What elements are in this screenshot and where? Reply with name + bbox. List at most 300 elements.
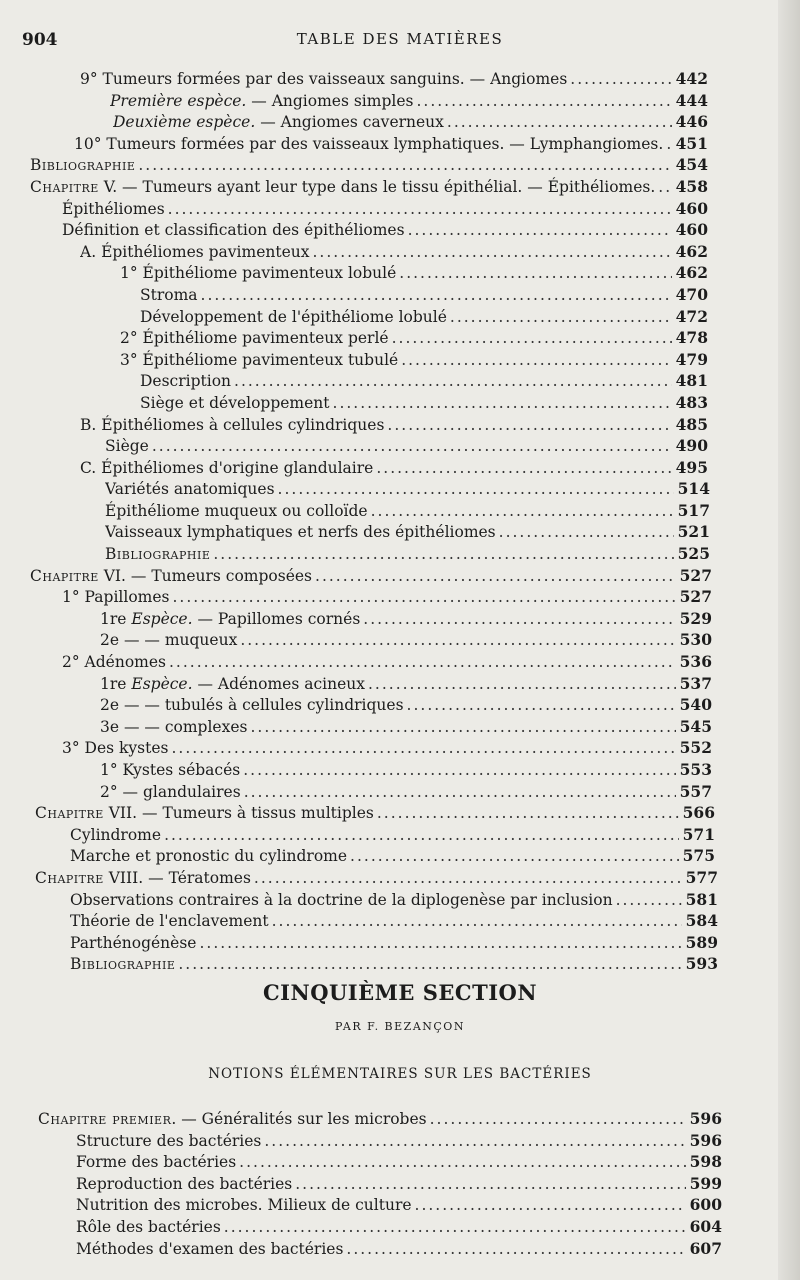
toc-entry bbox=[140, 284, 708, 307]
toc-entry-label bbox=[140, 307, 447, 329]
toc-leader-dots bbox=[278, 479, 674, 501]
toc-line bbox=[0, 716, 800, 738]
toc-entry-label bbox=[105, 522, 496, 544]
toc-page-number: 596 bbox=[689, 1109, 722, 1128]
toc-line bbox=[0, 759, 800, 781]
toc-entry-italic: Deuxième espèce. bbox=[113, 113, 256, 132]
toc-entry-prefix: B. bbox=[80, 415, 102, 434]
toc-entry-label bbox=[100, 609, 360, 631]
toc-entry bbox=[70, 845, 715, 868]
toc-entry-text: Épithéliome pavimenteux perlé bbox=[142, 329, 389, 348]
toc-leader-dots bbox=[201, 285, 672, 307]
toc-entry-text: Structure des bactéries bbox=[76, 1131, 262, 1150]
page-title: TABLE DES MATIÈRES bbox=[296, 30, 504, 48]
toc-entry-smallcaps: Chapitre bbox=[30, 177, 99, 196]
toc-entry-label bbox=[74, 134, 663, 156]
toc-entry bbox=[76, 1151, 722, 1174]
toc-page-number: 529 bbox=[679, 608, 712, 628]
toc-leader-dots bbox=[450, 307, 672, 329]
toc-entry bbox=[105, 500, 710, 523]
toc-entry bbox=[76, 1130, 722, 1153]
toc-leader-dots bbox=[377, 803, 679, 825]
toc-line bbox=[0, 1216, 800, 1238]
toc-leader-dots bbox=[224, 1217, 686, 1239]
toc-leader-dots bbox=[371, 501, 674, 523]
toc-page-number: 545 bbox=[679, 716, 712, 736]
toc-entry-text: Des kystes bbox=[84, 739, 169, 758]
toc-leader-dots bbox=[350, 846, 679, 868]
toc-entry-label bbox=[140, 393, 330, 415]
toc-line bbox=[0, 629, 800, 651]
toc-page-number: 577 bbox=[685, 867, 718, 887]
toc-line bbox=[0, 824, 800, 846]
toc-entry bbox=[76, 1238, 722, 1261]
toc-entry-prefix: 2e bbox=[100, 696, 124, 715]
toc-entry-label bbox=[76, 1152, 236, 1174]
toc-line bbox=[0, 154, 800, 176]
toc-page-number: 442 bbox=[675, 69, 708, 88]
toc-page-number: 458 bbox=[675, 176, 708, 196]
toc-line bbox=[0, 219, 800, 241]
toc-entry-label bbox=[105, 501, 368, 523]
toc-entry-label bbox=[140, 285, 198, 307]
toc-page-number: 460 bbox=[675, 220, 708, 240]
toc-entry-prefix: 10° bbox=[74, 134, 107, 153]
toc-line bbox=[0, 694, 800, 716]
toc-line bbox=[0, 68, 800, 90]
toc-line bbox=[0, 284, 800, 306]
toc-entry-label bbox=[70, 954, 175, 976]
toc-entry bbox=[140, 370, 708, 393]
toc-page-number: 514 bbox=[677, 479, 710, 499]
toc-entry-text: Forme des bactéries bbox=[76, 1153, 237, 1172]
toc-page-number: 575 bbox=[682, 846, 715, 866]
toc-entry-text: VIII. — Tératomes bbox=[103, 868, 251, 887]
toc-entry bbox=[120, 349, 708, 372]
toc-entry bbox=[74, 133, 708, 156]
toc-line bbox=[0, 1194, 800, 1216]
toc-entry-text: Kystes sébacés bbox=[122, 761, 241, 779]
toc-page-number: 557 bbox=[679, 781, 712, 801]
toc-entry-prefix: 1° bbox=[120, 264, 143, 283]
table-of-contents-section-5 bbox=[0, 1108, 800, 1259]
toc-line bbox=[0, 370, 800, 392]
toc-line bbox=[0, 608, 800, 630]
toc-line bbox=[0, 111, 800, 133]
toc-page-number: 584 bbox=[685, 911, 718, 931]
toc-page-number: 462 bbox=[675, 241, 708, 261]
toc-entry-label bbox=[62, 199, 165, 221]
toc-entry-label bbox=[70, 933, 196, 955]
toc-page-number: 521 bbox=[677, 522, 710, 542]
toc-entry-label bbox=[140, 371, 231, 393]
toc-line bbox=[0, 478, 800, 500]
toc-entry bbox=[140, 306, 708, 329]
toc-entry-smallcaps: Bibliographie bbox=[70, 955, 176, 974]
toc-entry-label bbox=[80, 69, 567, 91]
toc-entry-label bbox=[76, 1239, 343, 1261]
toc-entry bbox=[100, 759, 712, 782]
toc-entry bbox=[62, 737, 712, 760]
toc-entry-italic: Espèce. bbox=[131, 609, 193, 628]
toc-entry-text: Développement de l'épithéliome lobulé bbox=[140, 307, 447, 326]
section-title: CINQUIÈME SECTION bbox=[262, 980, 538, 1005]
toc-entry-prefix: 1re bbox=[100, 609, 132, 628]
toc-entry-text: Siège bbox=[105, 437, 149, 456]
toc-entry-label bbox=[38, 1109, 427, 1131]
toc-entry-text: Épithéliome pavimenteux tubulé bbox=[142, 350, 399, 369]
toc-page-number: 485 bbox=[675, 414, 708, 434]
toc-entry-text: Tumeurs formées par des vaisseaux sanguins. — Angiomes bbox=[102, 70, 568, 88]
toc-entry bbox=[30, 176, 708, 199]
toc-entry-prefix: 2e bbox=[100, 631, 124, 650]
toc-entry-label bbox=[76, 1131, 261, 1153]
toc-entry-label bbox=[113, 112, 444, 134]
toc-page-number: 566 bbox=[682, 803, 715, 823]
toc-line bbox=[0, 543, 800, 565]
toc-leader-dots bbox=[376, 458, 672, 480]
toc-leader-dots bbox=[244, 782, 676, 804]
toc-line bbox=[0, 392, 800, 414]
toc-line bbox=[0, 565, 800, 587]
toc-entry-text: Épithéliome pavimenteux lobulé bbox=[142, 264, 397, 283]
toc-leader-dots bbox=[169, 652, 676, 674]
toc-page-number: 571 bbox=[682, 824, 715, 844]
toc-entry-label bbox=[100, 630, 237, 652]
toc-line bbox=[0, 262, 800, 284]
toc-entry-text: Reproduction des bactéries bbox=[76, 1174, 293, 1193]
toc-page-number: 462 bbox=[675, 263, 708, 283]
toc-entry-smallcaps: Chapitre bbox=[35, 868, 104, 887]
toc-line bbox=[0, 414, 800, 436]
toc-leader-dots bbox=[363, 609, 676, 631]
toc-entry bbox=[30, 154, 708, 177]
toc-entry-label bbox=[70, 890, 613, 912]
toc-entry-text: Épithéliomes pavimenteux bbox=[101, 242, 310, 261]
toc-entry-text: Nutrition des microbes. Milieux de culture bbox=[76, 1196, 412, 1215]
toc-entry-text: Siège et développement bbox=[140, 393, 330, 412]
toc-entry bbox=[76, 1216, 722, 1239]
toc-entry-prefix: 9° bbox=[80, 70, 103, 88]
toc-page-number: 479 bbox=[675, 349, 708, 369]
toc-entry bbox=[105, 435, 708, 458]
toc-entry bbox=[70, 910, 718, 933]
toc-entry-label bbox=[110, 91, 413, 113]
toc-entry bbox=[100, 629, 712, 652]
toc-line bbox=[0, 1108, 800, 1130]
toc-page-number: 589 bbox=[685, 932, 718, 952]
toc-leader-dots bbox=[658, 177, 672, 199]
toc-entry-label bbox=[120, 328, 389, 350]
toc-entry-text: — — muqueux bbox=[123, 631, 238, 650]
toc-page-number: 600 bbox=[689, 1195, 722, 1215]
toc-entry-text: — Angiomes simples bbox=[246, 91, 414, 110]
toc-page-number: 553 bbox=[679, 760, 712, 779]
toc-entry bbox=[80, 241, 708, 264]
toc-page-number: 451 bbox=[675, 133, 708, 153]
toc-entry-prefix: 3° bbox=[120, 350, 143, 369]
toc-page-number: 525 bbox=[677, 544, 710, 564]
toc-line bbox=[0, 90, 800, 112]
toc-entry-label bbox=[80, 458, 373, 480]
toc-line bbox=[0, 845, 800, 867]
toc-entry-label bbox=[30, 566, 312, 588]
toc-entry-label bbox=[80, 415, 384, 437]
toc-line bbox=[0, 802, 800, 824]
toc-leader-dots bbox=[407, 695, 676, 717]
toc-entry bbox=[62, 219, 708, 242]
toc-entry-label bbox=[100, 674, 365, 696]
toc-leader-dots bbox=[616, 890, 682, 912]
toc-entry-label bbox=[120, 350, 398, 372]
toc-entry-label bbox=[105, 479, 275, 501]
toc-leader-dots bbox=[172, 587, 676, 609]
toc-entry-text: Épithéliomes bbox=[62, 199, 165, 218]
toc-entry bbox=[70, 889, 718, 912]
toc-entry-label bbox=[100, 782, 241, 804]
toc-entry-text: Théorie de l'enclavement bbox=[70, 912, 269, 931]
toc-leader-dots bbox=[430, 1109, 686, 1131]
toc-page-number: 596 bbox=[689, 1130, 722, 1150]
toc-entry bbox=[80, 457, 708, 480]
toc-entry-label bbox=[76, 1195, 412, 1217]
toc-leader-dots bbox=[240, 630, 676, 652]
toc-page-number: 517 bbox=[677, 500, 710, 520]
toc-entry bbox=[62, 586, 712, 609]
toc-entry-prefix: 2° bbox=[100, 782, 123, 801]
toc-entry-label bbox=[100, 717, 247, 739]
toc-line bbox=[0, 241, 800, 263]
toc-entry-text: — Angiomes caverneux bbox=[255, 113, 444, 132]
toc-line bbox=[0, 176, 800, 198]
toc-entry bbox=[80, 68, 708, 91]
toc-entry-prefix: 2° bbox=[62, 653, 85, 672]
toc-leader-dots bbox=[333, 393, 672, 415]
toc-entry-label bbox=[100, 760, 240, 782]
toc-entry bbox=[62, 651, 712, 674]
toc-entry-smallcaps: Chapitre bbox=[30, 566, 99, 585]
toc-entry-text: — — complexes bbox=[123, 717, 248, 736]
toc-entry-prefix: C. bbox=[80, 458, 102, 477]
toc-leader-dots bbox=[447, 112, 672, 134]
toc-line bbox=[0, 521, 800, 543]
toc-entry bbox=[38, 1108, 722, 1131]
toc-leader-dots bbox=[234, 371, 672, 393]
toc-entry-text: Variétés anatomiques bbox=[105, 480, 275, 499]
toc-entry-text: Épithéliomes d'origine glandulaire bbox=[101, 458, 374, 477]
toc-entry-text: — Adénomes acineux bbox=[192, 674, 365, 693]
toc-leader-dots bbox=[387, 415, 672, 437]
toc-entry-label bbox=[70, 911, 269, 933]
toc-line bbox=[0, 500, 800, 522]
toc-page-number: 446 bbox=[675, 112, 708, 132]
toc-entry-text: Épithéliome muqueux ou colloïde bbox=[105, 501, 368, 520]
toc-entry bbox=[70, 824, 715, 847]
toc-entry-prefix: 3e bbox=[100, 717, 124, 736]
toc-line bbox=[0, 1151, 800, 1173]
toc-leader-dots bbox=[243, 760, 676, 782]
toc-entry bbox=[76, 1194, 722, 1217]
toc-page-number: 454 bbox=[675, 155, 708, 175]
toc-page-number: 593 bbox=[685, 954, 718, 974]
toc-page-number: 460 bbox=[675, 198, 708, 218]
toc-entry-label bbox=[70, 825, 161, 847]
toc-line bbox=[0, 1238, 800, 1260]
page-header bbox=[0, 30, 800, 54]
toc-entry-text: Vaisseaux lymphatiques et nerfs des épithéliomes bbox=[105, 523, 496, 542]
toc-line bbox=[0, 327, 800, 349]
toc-line bbox=[0, 910, 800, 932]
toc-entry-prefix: 3° bbox=[62, 739, 85, 758]
toc-line bbox=[0, 1173, 800, 1195]
toc-line bbox=[0, 889, 800, 911]
toc-page-number: 581 bbox=[685, 889, 718, 909]
toc-page-number: 527 bbox=[679, 587, 712, 607]
toc-leader-dots bbox=[368, 674, 676, 696]
toc-entry-label bbox=[80, 242, 310, 264]
toc-entry-text: Définition et classification des épithéliomes bbox=[62, 221, 405, 240]
toc-page-number: 481 bbox=[675, 371, 708, 391]
toc-entry-text: Parthénogénèse bbox=[70, 933, 197, 952]
toc-leader-dots bbox=[416, 91, 672, 113]
section-subtitle: NOTIONS ÉLÉMENTAIRES SUR LES BACTÉRIES bbox=[208, 1066, 592, 1082]
toc-leader-dots bbox=[168, 199, 672, 221]
toc-entry-label bbox=[100, 695, 404, 717]
toc-entry-label bbox=[105, 544, 210, 566]
toc-entry-label bbox=[76, 1174, 292, 1196]
toc-entry-text: VII. — Tumeurs à tissus multiples bbox=[103, 804, 374, 823]
toc-line bbox=[0, 435, 800, 457]
toc-entry-smallcaps: Bibliographie bbox=[105, 545, 211, 564]
toc-entry bbox=[100, 716, 712, 739]
toc-entry-prefix: 1° bbox=[100, 761, 123, 779]
toc-entry-label bbox=[30, 177, 655, 199]
toc-leader-dots bbox=[392, 328, 672, 350]
page-number: 904 bbox=[22, 30, 58, 50]
toc-line bbox=[0, 198, 800, 220]
toc-entry-label bbox=[120, 263, 396, 285]
toc-page-number: 490 bbox=[675, 436, 708, 456]
toc-leader-dots bbox=[152, 436, 672, 458]
toc-entry-text: Tumeurs formées par des vaisseaux lymphatiques. — Lymphangiomes. bbox=[106, 134, 664, 153]
toc-leader-dots bbox=[172, 738, 677, 760]
toc-line bbox=[0, 673, 800, 695]
toc-page-number: 604 bbox=[689, 1216, 722, 1236]
toc-leader-dots bbox=[313, 242, 673, 264]
toc-line bbox=[0, 651, 800, 673]
toc-page-number: 598 bbox=[689, 1152, 722, 1172]
toc-page-number: 552 bbox=[679, 738, 712, 758]
toc-line bbox=[0, 1130, 800, 1152]
toc-entry-text: Rôle des bactéries bbox=[76, 1217, 221, 1236]
toc-entry bbox=[120, 262, 708, 285]
toc-line bbox=[0, 932, 800, 954]
toc-page-number: 607 bbox=[689, 1238, 722, 1258]
toc-entry-text: Marche et pronostic du cylindrome bbox=[70, 847, 348, 866]
toc-entry-label bbox=[76, 1217, 221, 1239]
toc-leader-dots bbox=[254, 868, 682, 890]
toc-entry bbox=[105, 521, 710, 544]
toc-page-number: 483 bbox=[675, 392, 708, 412]
toc-entry bbox=[35, 867, 718, 890]
toc-leader-dots bbox=[199, 933, 682, 955]
toc-entry-label bbox=[35, 868, 251, 890]
toc-entry-label bbox=[105, 436, 149, 458]
toc-line bbox=[0, 737, 800, 759]
toc-entry bbox=[100, 673, 712, 696]
toc-leader-dots bbox=[213, 544, 674, 566]
toc-entry-prefix: 2° bbox=[120, 329, 143, 348]
toc-entry-italic: Première espèce. bbox=[110, 91, 247, 110]
toc-entry-label bbox=[35, 803, 374, 825]
toc-leader-dots bbox=[264, 1131, 686, 1153]
toc-page-number: 470 bbox=[675, 284, 708, 304]
toc-entry-text: Adénomes bbox=[84, 653, 166, 672]
toc-page-number: 472 bbox=[675, 306, 708, 326]
toc-entry-prefix: A. bbox=[80, 242, 102, 261]
toc-entry-label bbox=[62, 587, 169, 609]
section-author: PAR F. BEZANÇON bbox=[335, 1020, 465, 1033]
toc-entry-text: Observations contraires à la doctrine de la diplogenèse par inclusion bbox=[70, 890, 613, 909]
toc-leader-dots bbox=[399, 263, 672, 285]
toc-entry-text: Épithéliomes à cellules cylindriques bbox=[101, 415, 385, 434]
toc-entry-text: VI. — Tumeurs composées bbox=[98, 566, 313, 585]
toc-line bbox=[0, 781, 800, 803]
toc-entry bbox=[62, 198, 708, 221]
toc-entry bbox=[140, 392, 708, 415]
toc-entry-prefix: 1° bbox=[62, 588, 85, 607]
toc-page-number: 444 bbox=[675, 90, 708, 110]
toc-entry-text: . — Généralités sur les microbes bbox=[171, 1110, 427, 1128]
toc-leader-dots bbox=[138, 155, 672, 177]
toc-entry bbox=[100, 694, 712, 717]
toc-entry bbox=[120, 327, 708, 350]
toc-line bbox=[0, 133, 800, 155]
toc-entry bbox=[105, 543, 710, 566]
toc-entry-text: — Papillomes cornés bbox=[192, 609, 361, 628]
toc-page-number: 478 bbox=[675, 328, 708, 348]
toc-entry-label bbox=[62, 220, 405, 242]
toc-leader-dots bbox=[401, 350, 672, 372]
toc-entry-label bbox=[62, 652, 166, 674]
toc-entry-text: — — tubulés à cellules cylindriques bbox=[123, 696, 404, 715]
toc-page-number: 599 bbox=[689, 1173, 722, 1193]
toc-page-number: 536 bbox=[679, 652, 712, 672]
toc-page-number: 537 bbox=[679, 673, 712, 693]
toc-line bbox=[0, 953, 800, 975]
toc-entry bbox=[105, 478, 710, 501]
toc-entry-text: Méthodes d'examen des bactéries bbox=[76, 1239, 344, 1258]
toc-leader-dots bbox=[570, 69, 672, 91]
toc-entry-italic: Espèce. bbox=[131, 674, 193, 693]
toc-leader-dots bbox=[178, 954, 682, 976]
toc-entry-smallcaps: Chapitre premier bbox=[38, 1110, 172, 1128]
toc-leader-dots bbox=[499, 522, 674, 544]
toc-page-number: 495 bbox=[675, 457, 708, 477]
toc-entry-smallcaps: Chapitre bbox=[35, 804, 104, 823]
toc-entry-text: Stroma bbox=[140, 285, 198, 304]
toc-entry bbox=[35, 802, 715, 825]
toc-entry bbox=[30, 565, 712, 588]
toc-entry bbox=[76, 1173, 722, 1196]
toc-entry bbox=[113, 111, 708, 134]
table-of-contents bbox=[0, 68, 800, 975]
toc-leader-dots bbox=[295, 1174, 686, 1196]
toc-entry-label bbox=[30, 155, 135, 177]
toc-line bbox=[0, 306, 800, 328]
toc-entry-text: Description bbox=[140, 372, 232, 391]
toc-entry-text: Papillomes bbox=[84, 588, 170, 607]
